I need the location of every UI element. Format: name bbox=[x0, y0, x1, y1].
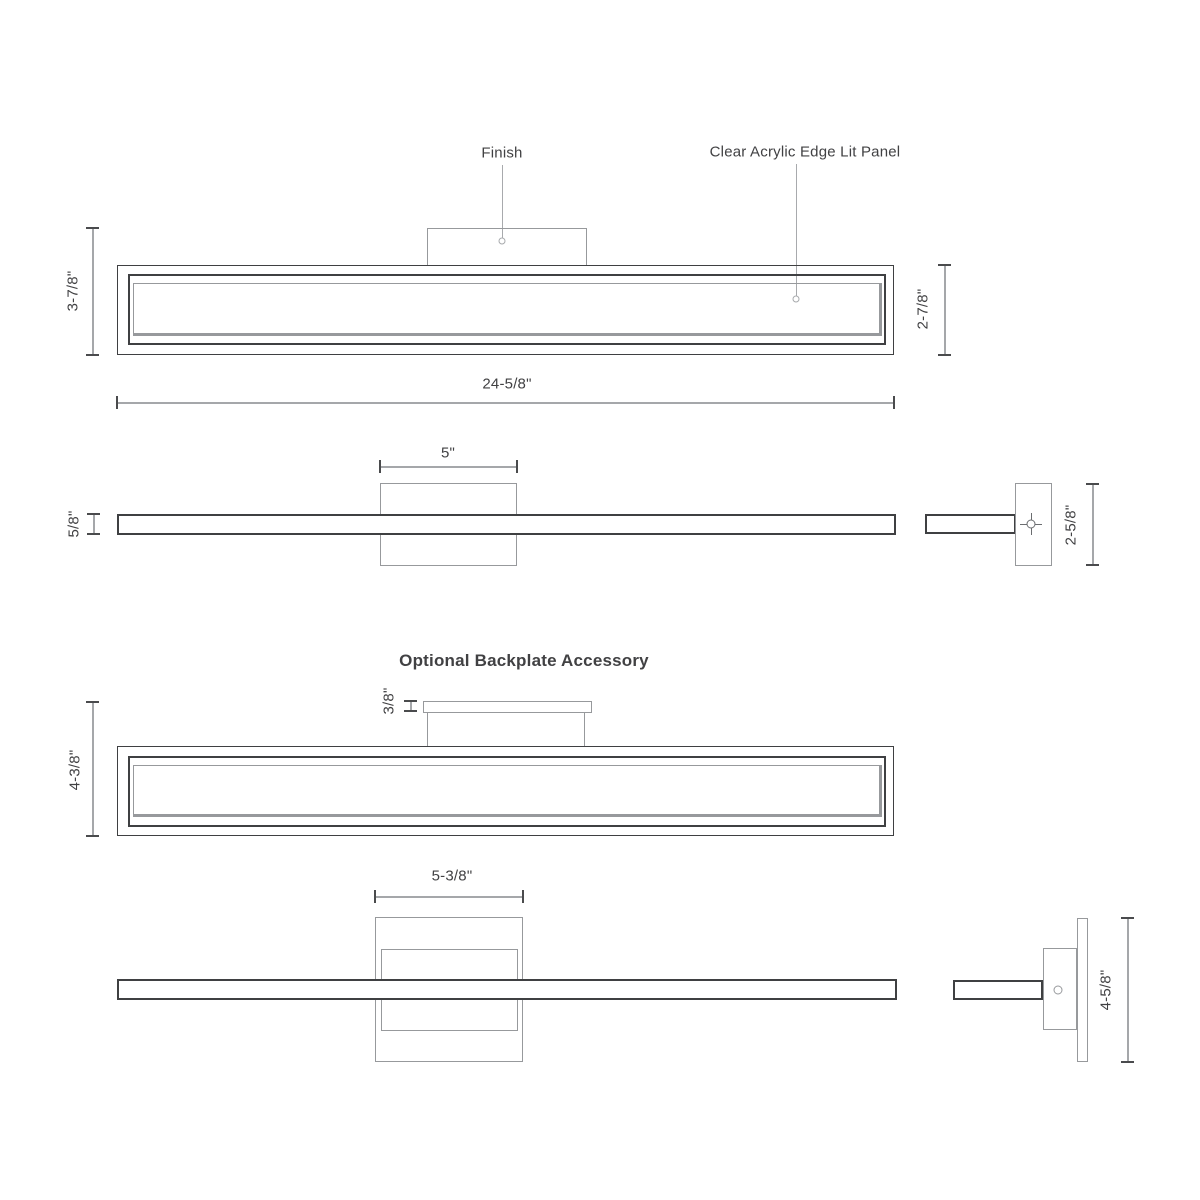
dim-canopy-width-line bbox=[380, 466, 517, 468]
canopy-outline bbox=[427, 228, 587, 266]
dim-tick bbox=[522, 890, 524, 903]
dim-plate-width-text: 5-3/8" bbox=[431, 867, 473, 885]
dim-tick bbox=[938, 264, 951, 266]
dim-accessory-height-text: 4-3/8" bbox=[66, 749, 84, 791]
backplate-side-outline bbox=[1077, 918, 1088, 1062]
dim-body-height-line bbox=[944, 265, 946, 355]
dim-tick bbox=[893, 396, 895, 409]
fixture-bar-plan bbox=[117, 514, 896, 535]
dim-plate-thickness-text: 3/8" bbox=[380, 687, 398, 715]
dim-tick bbox=[1086, 564, 1099, 566]
dim-body-depth-line bbox=[93, 514, 95, 534]
fixture-arm-side bbox=[953, 980, 1043, 1000]
dim-overall-height-text: 3-7/8" bbox=[64, 270, 82, 312]
dim-tick bbox=[404, 700, 417, 702]
mounting-crosshair-icon bbox=[1020, 513, 1042, 535]
acrylic-panel-outline bbox=[133, 283, 882, 336]
dim-tick bbox=[404, 710, 417, 712]
dim-overall-width-line bbox=[117, 402, 894, 404]
dim-overall-height-line bbox=[92, 228, 94, 355]
dim-tick bbox=[938, 354, 951, 356]
dim-tick bbox=[87, 513, 100, 515]
dim-body-depth-text: 5/8" bbox=[65, 510, 83, 538]
dim-tick bbox=[86, 835, 99, 837]
dim-body-height-text: 2-7/8" bbox=[914, 288, 932, 330]
dim-tick bbox=[116, 396, 118, 409]
dim-plate-side-height-text: 4-5/8" bbox=[1097, 969, 1115, 1011]
canopy-outline bbox=[427, 712, 585, 747]
dim-backplate-height-line bbox=[1092, 484, 1094, 565]
dim-plate-width-line bbox=[375, 896, 523, 898]
dim-tick bbox=[86, 701, 99, 703]
fixture-arm-side bbox=[925, 514, 1016, 534]
screw-hole-icon bbox=[1054, 986, 1063, 995]
acrylic-panel-callout-label: Clear Acrylic Edge Lit Panel bbox=[709, 143, 901, 161]
dim-tick bbox=[1086, 483, 1099, 485]
dim-tick bbox=[87, 533, 100, 535]
dim-tick bbox=[1121, 917, 1134, 919]
dim-canopy-width-text: 5" bbox=[440, 444, 456, 462]
dim-tick bbox=[374, 890, 376, 903]
dim-tick bbox=[86, 354, 99, 356]
dim-backplate-height-text: 2-5/8" bbox=[1062, 504, 1080, 546]
dim-tick bbox=[516, 460, 518, 473]
finish-callout-label: Finish bbox=[481, 144, 523, 162]
section-title: Optional Backplate Accessory bbox=[399, 651, 649, 670]
dim-tick bbox=[1121, 1061, 1134, 1063]
dim-overall-width-text: 24-5/8" bbox=[482, 375, 532, 393]
dim-tick bbox=[379, 460, 381, 473]
dim-plate-side-height-line bbox=[1127, 918, 1129, 1062]
acrylic-panel-outline bbox=[133, 765, 882, 817]
dim-accessory-height-line bbox=[92, 702, 94, 836]
dim-tick bbox=[86, 227, 99, 229]
fixture-bar-plan bbox=[117, 979, 897, 1000]
